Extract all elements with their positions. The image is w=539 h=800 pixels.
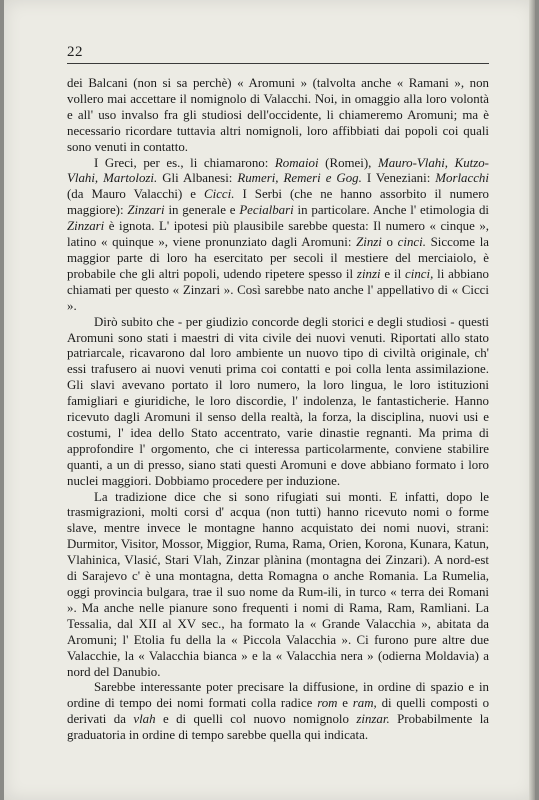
italic-term: Romaioi (274, 155, 319, 170)
italic-term: Zinzari (67, 219, 105, 234)
italic-term: Cicci. (204, 187, 235, 202)
italic-term: vlah (133, 712, 156, 727)
paragraph-2 (67, 156, 489, 315)
paragraph-5 (67, 680, 489, 744)
text-run: e di quelli col nuovo nomignolo (155, 712, 357, 727)
text-run: (Romei), (318, 155, 378, 170)
italic-term: Zinzi (356, 235, 382, 250)
page-edge-shadow (529, 0, 535, 800)
paragraph-1 (67, 76, 489, 156)
text-run: in particolare. Anche l' etimologia di (293, 203, 489, 218)
text-run: di quelli composti o derivati da (67, 696, 490, 727)
text-run: La tradizione dice che si sono rifugiati sui monti. E infatti, dopo le trasmigrazioni, molti corsi d' acqua (non tutti) hanno ricevuto nomi o forme slave, mentre invece le montagne hanno acquistato dei nomi nuovi, strani: Durmitor, Visitor, Mossor, Miggior, Ruma, Rama, Orien, Korona, Kunara, Katun, Vlahinica, Vlasić, Stari Vlah, Zinzar plànina (montagna dei Zinzari). A nord-est di Sarajevo c' è una montagna, detta Romagna o anche Romania. La Rumelia, oggi provincia bulgara, trae il suo nome da Rum-ili, in turco « terra dei Romani ». Ma anche nelle pianure sono frequenti i nomi di Rama, Ram, Ramliani. La Tessalia, dal XII al XV sec., ha formato la « Grande Valacchia », abitata da Aromuni; l' Etolia fu della la « Piccola Valacchia ». Ci furono pure altre due Valacchie, la « Valacchia bianca » e la « Valacchia nera » (odierna Moldavia) a nord del Danubio. (67, 489, 489, 679)
text-run: Gli Albanesi: (157, 171, 238, 186)
book-page (4, 0, 535, 800)
italic-term: zinzi (356, 266, 381, 281)
italic-term: zinzar. (356, 712, 390, 727)
italic-term: ram, (352, 696, 377, 711)
italic-term: Mauro-Vlahi, Kutzo-Vlahi, Martolozi. (67, 155, 489, 186)
italic-term: Morlacchi (435, 171, 489, 186)
text-run: o (381, 235, 398, 250)
italic-term: Rumeri, Remeri e Gog. (237, 171, 362, 186)
header-rule (67, 63, 489, 64)
italic-term: Pecialbari (239, 203, 294, 218)
text-run: li abbiano chiamati per questo « Zinzari ». Così sarebbe nato anche l' appellativo di « Cicci ». (67, 266, 489, 313)
text-run: è ignota. L' ipotesi più plausibile sarebbe questa: Il numero « cinque », latino « quinque », viene pronunziato dagli Aromuni: (67, 219, 489, 250)
paragraph-4 (67, 490, 489, 681)
text-run: I Veneziani: (361, 171, 436, 186)
body-text (67, 76, 489, 744)
text-run: Probabilmente la graduatoria in ordine di tempo sarebbe quella qui indicata. (67, 712, 490, 743)
text-run: I Greci, per es., li chiamarono: (94, 155, 275, 170)
text-run: e il (380, 266, 406, 281)
italic-term: rom (317, 696, 338, 711)
text-run: Sarebbe interessante poter precisare la diffusione, in ordine di spazio e in ordine di tempo dei nomi formati colla radice (67, 680, 489, 711)
text-run: in generale e (164, 203, 240, 218)
text-run: Siccome la maggior parte di loro ha esercitato per secoli il mestiere del merciaiolo, è probabile che gli altri popoli, udendo ripetere spesso il (67, 235, 489, 281)
italic-term: Zinzari (127, 203, 165, 218)
paragraph-3 (67, 315, 489, 490)
text-run: (da Mauro Valacchi) e (67, 187, 205, 202)
text-run: dei Balcani (non si sa perchè) « Aromuni » (talvolta anche « Ramani », non vollero mai accettare il nomignolo di Valacchi. Noi, in omaggio alla loro volontà e all' uso invalso fra gli studiosi dell'occidente, li chiameremo Aromuni; ma è necessario ricordare tuttavia altri nomignoli, loro affibbiati dai popoli coi quali sono venuti in contatto. (67, 76, 489, 154)
page-number: 22 (67, 44, 83, 60)
text-run: I Serbi (che ne hanno assorbito il numero maggiore): (67, 187, 489, 218)
italic-term: cinci, (405, 266, 434, 281)
text-run: e (337, 696, 353, 711)
italic-term: cinci. (397, 235, 426, 250)
text-run: Dirò subito che - per giudizio concorde degli storici e degli studiosi - questi Aromuni sono stati i maestri di vita civile dei nuovi venuti. Riportati allo stato patriarcale, ricavarono dal loro ambiente un nuovo tipo di civiltà originale, ch' essi trafusero ai nuovi venuti prima coi contatti e poi colla lenta assimilazione. Gli slavi avevano portato il loro numero, la loro lingua, le loro istituzioni famigliari e giuridiche, le loro discordie, l' indolenza, le fantasticherie. Hanno ricevuto dagli Aromuni il senso della realtà, la forza, la disciplina, nuovi usi e costumi, l' idea dello Stato accentrato, varie dinastie regnanti. Ma prima di approfondire l' orgomento, che ci interessa particolarmente, conviene stabilire quanti, a un di presso, siano stati questi Aromuni e dove abbiano formato i loro nuclei maggiori. Dobbiamo procedere per induzione. (67, 314, 489, 488)
